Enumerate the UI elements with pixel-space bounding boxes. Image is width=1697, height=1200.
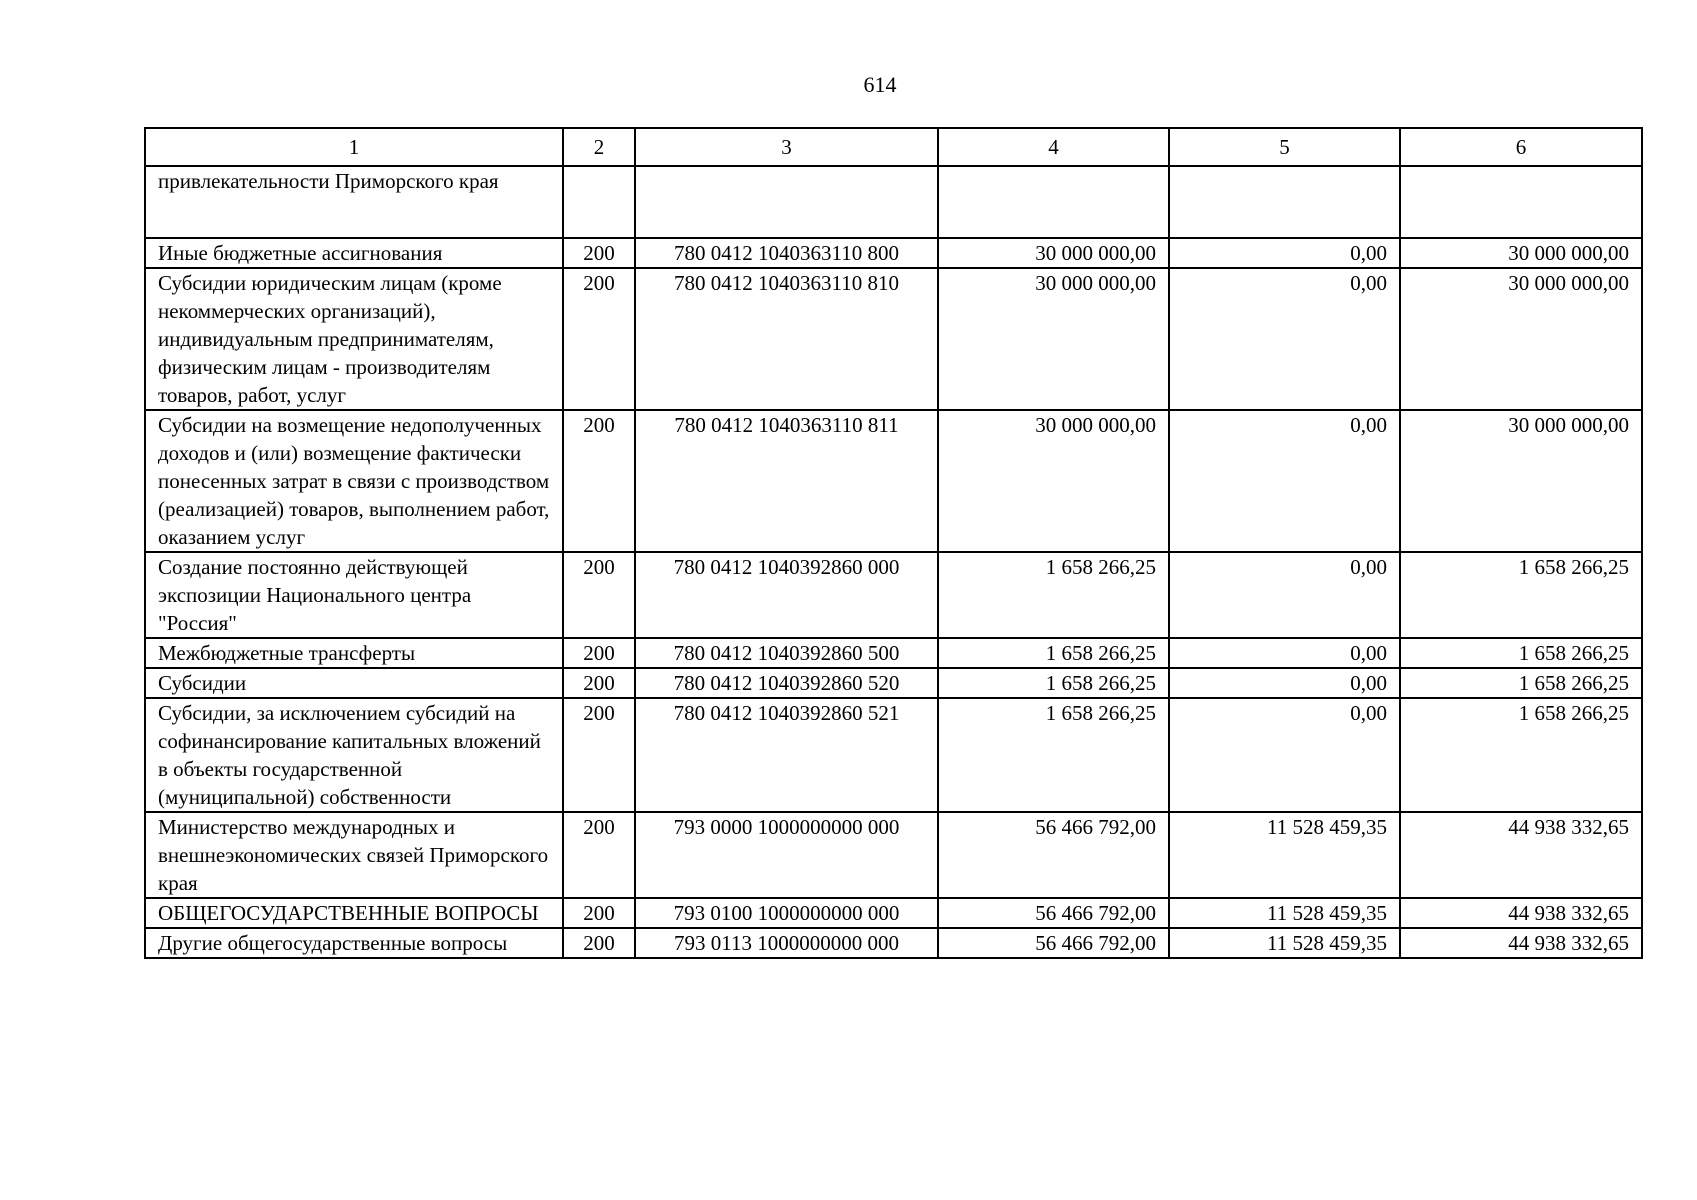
budget-table — [144, 127, 1643, 959]
row-kbk-cell: 793 0100 1000000000 000 — [635, 898, 938, 928]
table-header-row — [145, 128, 1642, 166]
row-value-5-cell: 0,00 — [1169, 552, 1400, 638]
column-header: 3 — [635, 128, 938, 166]
row-value-5-cell — [1169, 166, 1400, 238]
row-value-6-cell: 1 658 266,25 — [1400, 552, 1642, 638]
row-value-4-cell: 30 000 000,00 — [938, 410, 1169, 552]
row-kbk-cell: 780 0412 1040392860 000 — [635, 552, 938, 638]
row-name-cell: Межбюджетные трансферты — [145, 638, 563, 668]
row-value-6-cell: 1 658 266,25 — [1400, 668, 1642, 698]
row-code-cell: 200 — [563, 812, 635, 898]
row-value-6-cell: 1 658 266,25 — [1400, 698, 1642, 812]
row-value-5-cell: 0,00 — [1169, 268, 1400, 410]
column-header: 6 — [1400, 128, 1642, 166]
row-kbk-cell: 780 0412 1040363110 800 — [635, 238, 938, 268]
row-name-cell: Министерство международных и внешнеэкономических связей Приморского края — [145, 812, 563, 898]
row-value-5-cell: 11 528 459,35 — [1169, 898, 1400, 928]
table-row — [145, 166, 1642, 238]
column-header: 2 — [563, 128, 635, 166]
row-value-6-cell: 44 938 332,65 — [1400, 928, 1642, 958]
row-code-cell: 200 — [563, 410, 635, 552]
row-code-cell: 200 — [563, 552, 635, 638]
row-kbk-cell: 780 0412 1040392860 500 — [635, 638, 938, 668]
row-value-5-cell: 0,00 — [1169, 698, 1400, 812]
row-code-cell: 200 — [563, 238, 635, 268]
row-code-cell: 200 — [563, 928, 635, 958]
row-kbk-cell: 780 0412 1040392860 520 — [635, 668, 938, 698]
row-code-cell: 200 — [563, 698, 635, 812]
row-value-6-cell — [1400, 166, 1642, 238]
row-kbk-cell — [635, 166, 938, 238]
row-value-6-cell: 44 938 332,65 — [1400, 812, 1642, 898]
row-value-4-cell: 1 658 266,25 — [938, 698, 1169, 812]
row-value-4-cell: 1 658 266,25 — [938, 552, 1169, 638]
table-row — [145, 268, 1642, 410]
row-code-cell — [563, 166, 635, 238]
row-kbk-cell: 780 0412 1040392860 521 — [635, 698, 938, 812]
row-value-4-cell: 30 000 000,00 — [938, 268, 1169, 410]
table-row — [145, 812, 1642, 898]
row-name-cell: Субсидии, за исключением субсидий на софинансирование капитальных вложений в объекты государственной (муниципальной) собственности — [145, 698, 563, 812]
table-row — [145, 638, 1642, 668]
table-row — [145, 928, 1642, 958]
row-value-6-cell: 30 000 000,00 — [1400, 268, 1642, 410]
row-kbk-cell: 793 0000 1000000000 000 — [635, 812, 938, 898]
row-value-6-cell: 30 000 000,00 — [1400, 410, 1642, 552]
row-value-4-cell: 56 466 792,00 — [938, 812, 1169, 898]
table-row — [145, 898, 1642, 928]
row-value-6-cell: 30 000 000,00 — [1400, 238, 1642, 268]
row-name-cell: ОБЩЕГОСУДАРСТВЕННЫЕ ВОПРОСЫ — [145, 898, 563, 928]
row-value-6-cell: 44 938 332,65 — [1400, 898, 1642, 928]
table-row — [145, 410, 1642, 552]
row-value-5-cell: 0,00 — [1169, 668, 1400, 698]
row-name-cell: Другие общегосударственные вопросы — [145, 928, 563, 958]
row-value-4-cell: 1 658 266,25 — [938, 638, 1169, 668]
table-row — [145, 698, 1642, 812]
column-header: 1 — [145, 128, 563, 166]
row-name-cell: привлекательности Приморского края — [145, 166, 563, 238]
row-kbk-cell: 780 0412 1040363110 811 — [635, 410, 938, 552]
row-name-cell: Субсидии юридическим лицам (кроме некоммерческих организаций), индивидуальным предпринимателям, физическим лицам - производителям товаров, работ, услуг — [145, 268, 563, 410]
row-name-cell: Иные бюджетные ассигнования — [145, 238, 563, 268]
table-row — [145, 238, 1642, 268]
row-value-5-cell: 0,00 — [1169, 410, 1400, 552]
row-kbk-cell: 780 0412 1040363110 810 — [635, 268, 938, 410]
row-value-5-cell: 0,00 — [1169, 638, 1400, 668]
row-code-cell: 200 — [563, 638, 635, 668]
row-code-cell: 200 — [563, 668, 635, 698]
row-value-4-cell — [938, 166, 1169, 238]
row-code-cell: 200 — [563, 898, 635, 928]
column-header: 5 — [1169, 128, 1400, 166]
row-value-4-cell: 30 000 000,00 — [938, 238, 1169, 268]
table-row — [145, 552, 1642, 638]
page-number: 614 — [863, 72, 897, 97]
row-value-5-cell: 11 528 459,35 — [1169, 928, 1400, 958]
row-value-6-cell: 1 658 266,25 — [1400, 638, 1642, 668]
row-name-cell: Создание постоянно действующей экспозиции Национального центра "Россия" — [145, 552, 563, 638]
row-name-cell: Субсидии на возмещение недополученных доходов и (или) возмещение фактически понесенных затрат в связи с производством (реализацией) товаров, выполнением работ, оказанием услуг — [145, 410, 563, 552]
row-value-5-cell: 11 528 459,35 — [1169, 812, 1400, 898]
row-value-4-cell: 56 466 792,00 — [938, 928, 1169, 958]
row-value-4-cell: 56 466 792,00 — [938, 898, 1169, 928]
table-row — [145, 668, 1642, 698]
column-header: 4 — [938, 128, 1169, 166]
row-kbk-cell: 793 0113 1000000000 000 — [635, 928, 938, 958]
row-value-4-cell: 1 658 266,25 — [938, 668, 1169, 698]
row-value-5-cell: 0,00 — [1169, 238, 1400, 268]
row-code-cell: 200 — [563, 268, 635, 410]
row-name-cell: Субсидии — [145, 668, 563, 698]
